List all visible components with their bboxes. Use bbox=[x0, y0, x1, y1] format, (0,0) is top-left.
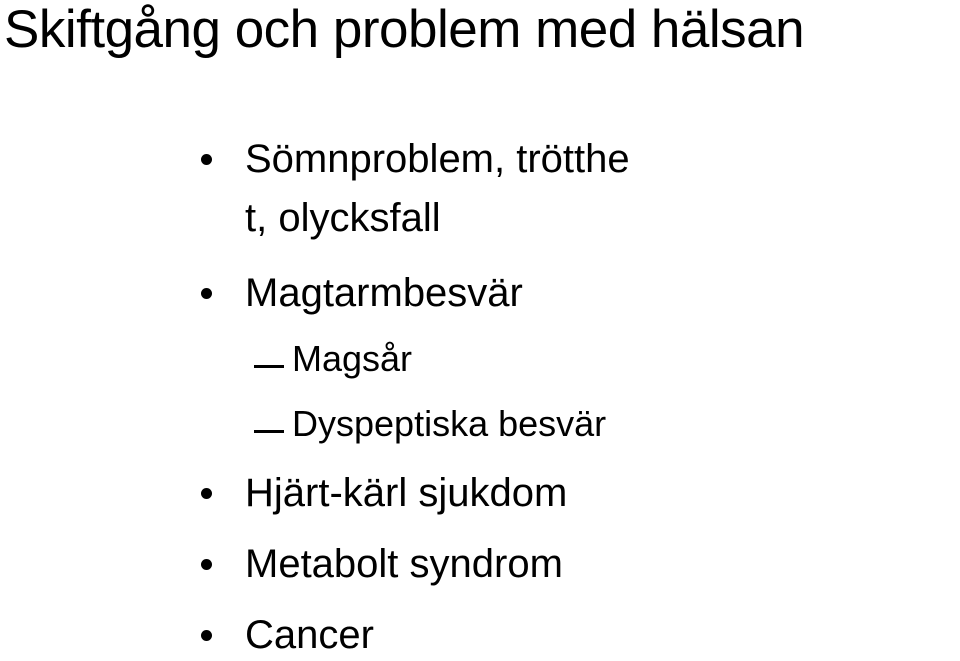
sub-bullet-item-ulcer: Magsår bbox=[292, 338, 413, 379]
bullet-item-gastro: Magtarmbesvär bbox=[245, 271, 523, 315]
slide-title: Skiftgång och problem med hälsan bbox=[4, 0, 805, 59]
bullet-dot bbox=[201, 630, 212, 641]
bullet-item-sleep-line1: Sömnproblem, trötthe bbox=[245, 137, 630, 181]
sub-bullet-dash bbox=[254, 365, 284, 368]
bullet-dot bbox=[201, 288, 212, 299]
bullet-item-sleep-line2: t, olycksfall bbox=[245, 196, 441, 240]
bullet-dot bbox=[201, 154, 212, 165]
bullet-item-cardio: Hjärt-kärl sjukdom bbox=[245, 471, 568, 515]
bullet-dot bbox=[201, 488, 212, 499]
sub-bullet-item-dyspepsia: Dyspeptiska besvär bbox=[292, 403, 607, 444]
bullet-item-metabolic: Metabolt syndrom bbox=[245, 542, 563, 586]
bullet-item-cancer: Cancer bbox=[245, 613, 374, 657]
sub-bullet-dash bbox=[254, 430, 284, 433]
bullet-dot bbox=[201, 559, 212, 570]
